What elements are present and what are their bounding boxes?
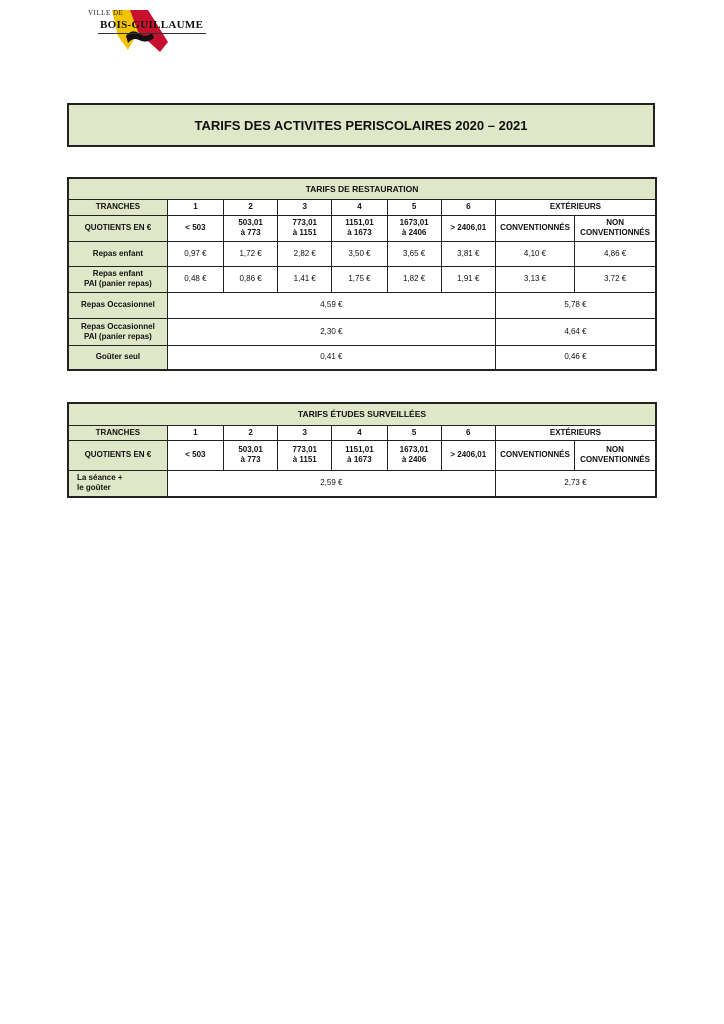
price-cell: 1,41 € (278, 266, 332, 292)
etudes-table (67, 402, 657, 498)
price-cell-merged: 0,41 € (167, 345, 495, 370)
tranche-3: 3 (278, 199, 332, 215)
price-cell: 2,82 € (278, 241, 332, 266)
tranche-5: 5 (387, 199, 441, 215)
quotient-6: > 2406,01 (441, 215, 495, 241)
exterieurs-label: EXTÉRIEURS (495, 425, 656, 440)
logo-city-name: BOIS-GUILLAUME (100, 19, 204, 31)
quotients-label: QUOTIENTS EN € (68, 215, 167, 241)
row-label-repas-enfant: Repas enfant (68, 241, 167, 266)
tranche-4: 4 (332, 425, 387, 440)
price-cell: 1,82 € (387, 266, 441, 292)
row-label-repas-occasionnel-pai: Repas Occasionnel PAI (panier repas) (68, 318, 167, 345)
price-cell: 1,72 € (224, 241, 278, 266)
tranche-1: 1 (167, 199, 223, 215)
tranche-5: 5 (387, 425, 441, 440)
quotient-1: < 503 (167, 215, 223, 241)
etudes-title: TARIFS ÉTUDES SURVEILLÉES (68, 403, 656, 425)
price-cell-exterieurs: 5,78 € (495, 292, 656, 318)
city-logo (68, 6, 218, 54)
price-cell-exterieurs: 2,73 € (495, 470, 656, 497)
price-cell-non-conventionne: 3,72 € (575, 266, 656, 292)
quotient-3: 773,01 à 1151 (278, 440, 332, 470)
price-cell-merged: 2,59 € (167, 470, 495, 497)
tranche-1: 1 (167, 425, 223, 440)
tranche-2: 2 (224, 199, 278, 215)
restauration-title: TARIFS DE RESTAURATION (68, 178, 656, 199)
price-cell: 3,81 € (441, 241, 495, 266)
price-cell-exterieurs: 0,46 € (495, 345, 656, 370)
row-label-repas-enfant-pai: Repas enfant PAI (panier repas) (68, 266, 167, 292)
quotient-4: 1151,01 à 1673 (332, 440, 387, 470)
quotient-2: 503,01 à 773 (223, 440, 277, 470)
non-conventionnes-label: NON CONVENTIONNÉS (575, 440, 656, 470)
price-cell-merged: 4,59 € (167, 292, 495, 318)
row-label-repas-occasionnel: Repas Occasionnel (68, 292, 167, 318)
conventionnes-label: CONVENTIONNÉS (495, 215, 574, 241)
tranche-6: 6 (441, 199, 495, 215)
tranche-6: 6 (441, 425, 495, 440)
price-cell-merged: 2,30 € (167, 318, 495, 345)
exterieurs-label: EXTÉRIEURS (495, 199, 656, 215)
non-conventionnes-label: NON CONVENTIONNÉS (575, 215, 656, 241)
price-cell: 1,75 € (332, 266, 387, 292)
row-label-seance-gouter: La séance + le goûter (68, 470, 167, 497)
quotient-4: 1151,01 à 1673 (332, 215, 387, 241)
price-cell: 3,65 € (387, 241, 441, 266)
price-cell: 0,48 € (167, 266, 223, 292)
row-label-gouter-seul: Goûter seul (68, 345, 167, 370)
price-cell-non-conventionne: 4,86 € (575, 241, 656, 266)
price-cell: 3,50 € (332, 241, 387, 266)
logo-ville-text: VILLE DE (88, 9, 124, 17)
tranches-label: TRANCHES (68, 199, 167, 215)
quotient-5: 1673,01 à 2406 (387, 440, 441, 470)
quotient-6: > 2406,01 (441, 440, 495, 470)
tranches-label: TRANCHES (68, 425, 167, 440)
quotient-5: 1673,01 à 2406 (387, 215, 441, 241)
quotient-1: < 503 (167, 440, 223, 470)
tranche-4: 4 (332, 199, 387, 215)
price-cell: 0,86 € (224, 266, 278, 292)
tranche-2: 2 (223, 425, 277, 440)
price-cell-exterieurs: 4,64 € (495, 318, 656, 345)
price-cell: 0,97 € (167, 241, 223, 266)
logo-underline (98, 33, 206, 34)
conventionnes-label: CONVENTIONNÉS (495, 440, 574, 470)
restauration-table (67, 177, 657, 371)
document-title: TARIFS DES ACTIVITES PERISCOLAIRES 2020 – 2021 (67, 103, 655, 147)
quotients-label: QUOTIENTS EN € (68, 440, 167, 470)
quotient-2: 503,01 à 773 (224, 215, 278, 241)
price-cell-conventionne: 4,10 € (495, 241, 574, 266)
price-cell-conventionne: 3,13 € (495, 266, 574, 292)
tranche-3: 3 (278, 425, 332, 440)
quotient-3: 773,01 à 1151 (278, 215, 332, 241)
price-cell: 1,91 € (441, 266, 495, 292)
